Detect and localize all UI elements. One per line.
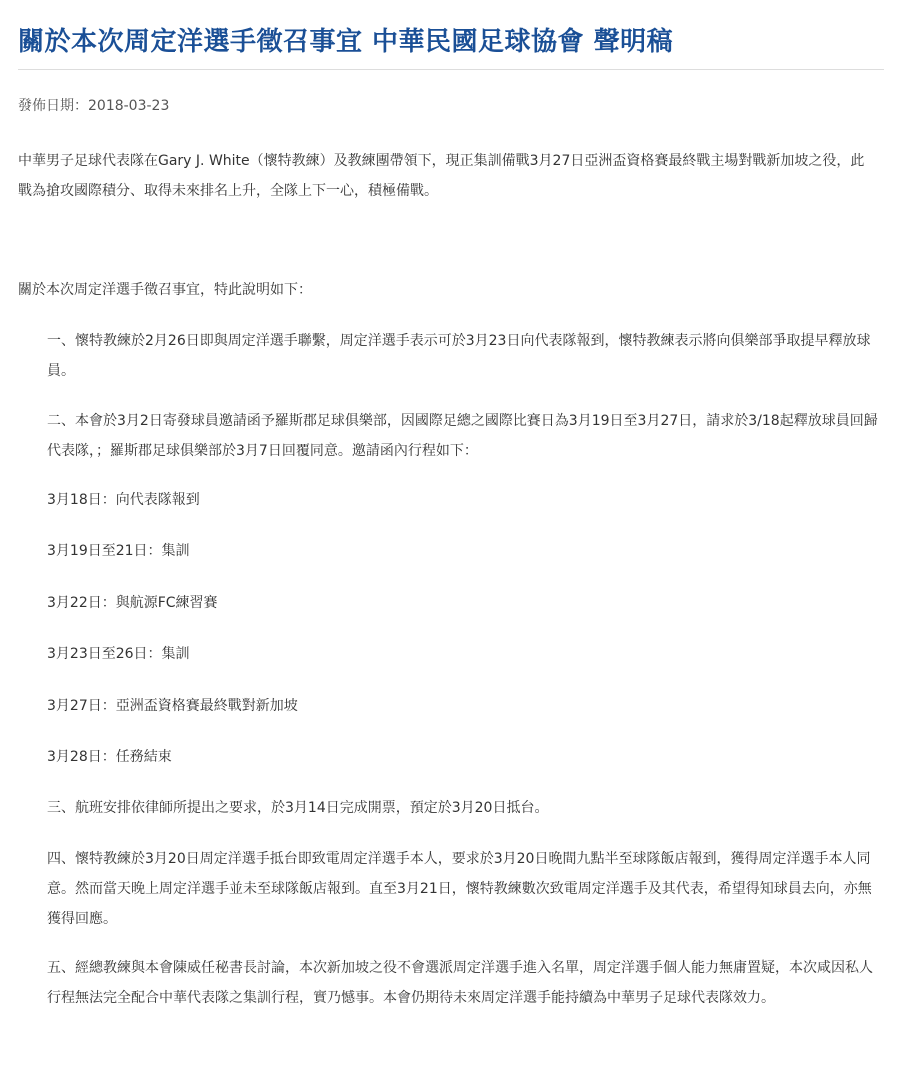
title-divider <box>18 69 884 70</box>
schedule-item: 3月18日：向代表隊報到 <box>47 492 200 508</box>
point-5: 五、經總教練與本會陳威任秘書長討論，本次新加坡之役不會選派周定洋選手進入名單，周定洋選手個人能力無庸置疑，本次咸因私人行程無法完全配合中華代表隊之集訓行程，實乃憾事。本會仍期待未來周定洋選手能持續為中華男子足球代表隊效力。 <box>47 960 873 1006</box>
point-2: 二、本會於3月2日寄發球員邀請函予羅斯郡足球俱樂部，因國際足總之國際比賽日為3月19日至3月27日，請求於3/18起釋放球員回歸代表隊，；羅斯郡足球俱樂部於3月7日回覆同意。邀請函內行程如下： <box>47 413 878 459</box>
intro-paragraph: 中華男子足球代表隊在Gary J. White（懷特教練）及教練團帶領下，現正集訓備戰3月27日亞洲盃資格賽最終戰主場對戰新加坡之役，此戰為搶攻國際積分、取得未來排名上升，全隊上下一心，積極備戰。 <box>18 153 865 199</box>
lead-paragraph: 關於本次周定洋選手徵召事宜，特此說明如下： <box>18 282 312 298</box>
point-3: 三、航班安排依律師所提出之要求，於3月14日完成開票，預定於3月20日抵台。 <box>47 800 549 816</box>
schedule-item: 3月23日至26日：集訓 <box>47 646 190 662</box>
schedule-item: 3月27日：亞洲盃資格賽最終戰對新加坡 <box>47 698 298 714</box>
publish-date: 發佈日期：2018-03-23 <box>18 98 170 114</box>
schedule-item: 3月28日：任務結束 <box>47 749 172 765</box>
page-title: 關於本次周定洋選手徵召事宜 中華民國足球協會 聲明稿 <box>18 27 674 57</box>
schedule-item: 3月19日至21日：集訓 <box>47 543 190 559</box>
point-4: 四、懷特教練於3月20日周定洋選手抵台即致電周定洋選手本人，要求於3月20日晚間九點半至球隊飯店報到，獲得周定洋選手本人同意。然而當天晚上周定洋選手並未至球隊飯店報到。直至3月21日，懷特教練數次致電周定洋選手及其代表，希望得知球員去向，亦無獲得回應。 <box>47 851 872 927</box>
schedule-item: 3月22日：與航源FC練習賽 <box>47 595 218 611</box>
point-1: 一、懷特教練於2月26日即與周定洋選手聯繫，周定洋選手表示可於3月23日向代表隊報到，懷特教練表示將向俱樂部爭取提早釋放球員。 <box>47 333 871 379</box>
